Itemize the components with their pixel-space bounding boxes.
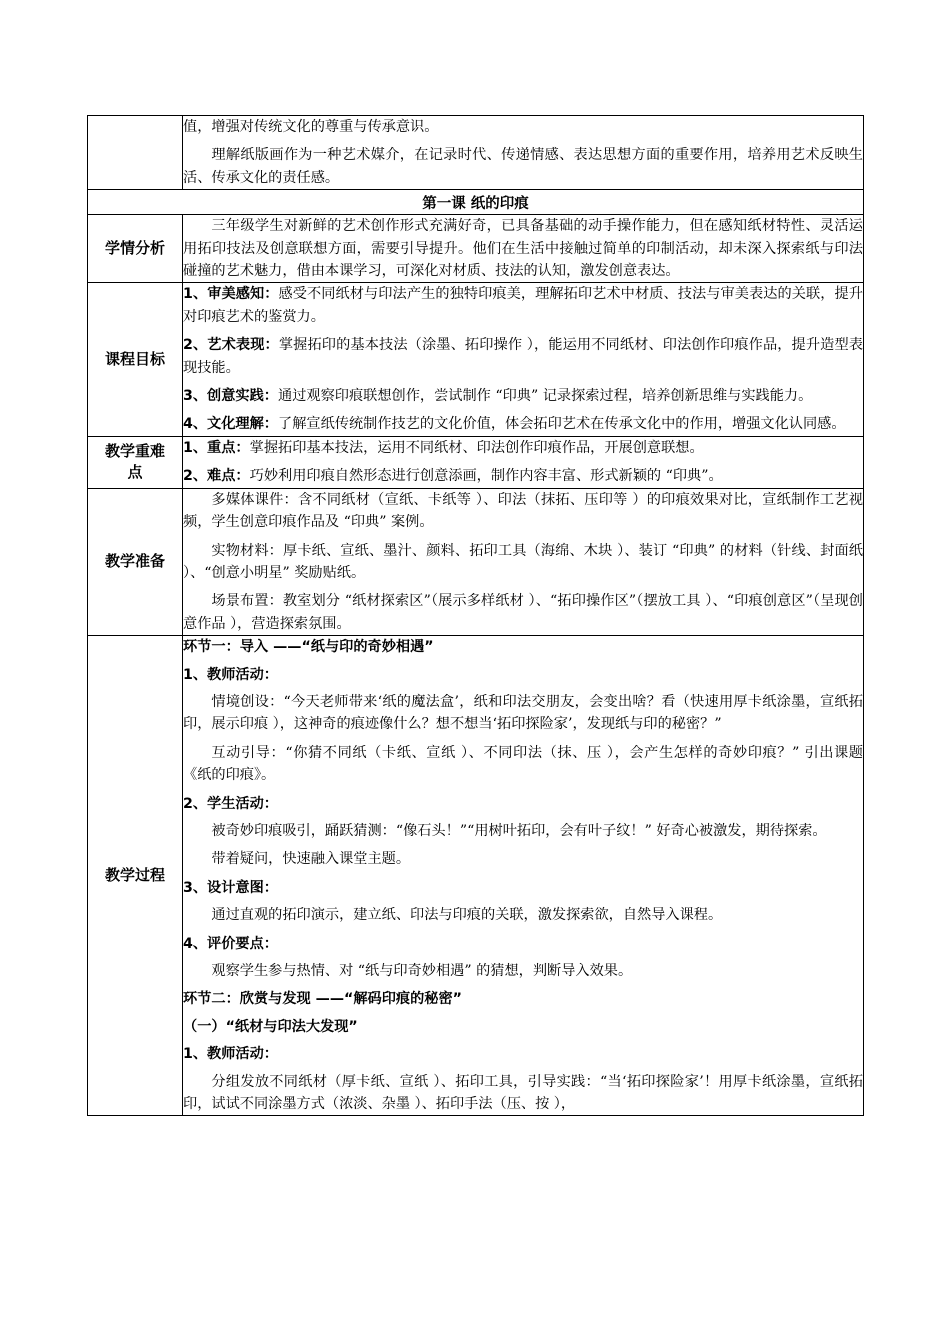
paragraph: 多媒体课件：含不同纸材（宣纸、卡纸等 ）、印法（抹拓、压印等 ）的印痕效果对比，宣纸制作工艺视频，学生创意印痕作品及 “印典” 案例。 xyxy=(183,491,863,531)
goal-item xyxy=(183,385,863,407)
row-label-process: 教学过程 xyxy=(88,636,183,1116)
paragraph: 互动引导：“你猜不同纸（卡纸、宣纸 ）、不同印法（抹、压 ），会产生怎样的奇妙印痕？” 引出课题《纸的印痕》。 xyxy=(183,744,863,784)
goal-head: 4、文化理解： xyxy=(183,416,278,433)
stage-title: 环节一：导入 ——“纸与印的奇妙相遇” xyxy=(183,639,434,656)
goal-text: 通过观察印痕联想创作，尝试制作 “印典” 记录探索过程，培养创新思维与实践能力。 xyxy=(278,388,813,405)
goals-cell xyxy=(183,283,864,436)
goal-head: 1、审美感知： xyxy=(183,286,279,303)
goal-head: 2、艺术表现： xyxy=(183,337,279,354)
sub-heading: （一）“纸材与印法大发现” xyxy=(183,1018,358,1035)
row-label-analysis: 学情分析 xyxy=(88,215,183,283)
stage-title: 环节二：欣赏与发现 ——“解码印痕的秘密” xyxy=(183,991,462,1008)
paragraph: 情境创设：“今天老师带来‘纸的魔法盒’，纸和印法交朋友，会变出啥？看（快速用厚卡纸涂墨，宣纸拓印，展示印痕 ），这神奇的痕迹像什么？想不想当‘拓印探险家’，发现纸与印的秘密？” xyxy=(183,693,863,733)
goal-item xyxy=(183,283,863,328)
prep-cell xyxy=(183,488,864,635)
table-row xyxy=(88,488,864,635)
empty-label-cell xyxy=(88,116,183,190)
row-label-goals: 课程目标 xyxy=(88,283,183,436)
process-cell xyxy=(183,636,864,1116)
goal-head: 3、创意实践： xyxy=(183,388,278,405)
row-label-prep: 教学准备 xyxy=(88,488,183,635)
paragraph: 值，增强对传统文化的尊重与传承意识。 xyxy=(183,119,439,135)
table-row xyxy=(88,436,864,488)
lesson-title: 第一课 纸的印痕 xyxy=(88,190,864,215)
paragraph: 理解纸版画作为一种艺术媒介，在记录时代、传递情感、表达思想方面的重要作用，培养用艺术反映生活、传承文化的责任感。 xyxy=(183,147,863,186)
table-row xyxy=(88,116,864,190)
step-heading: 4、评价要点： xyxy=(183,935,278,952)
goal-item xyxy=(183,334,863,379)
lesson-plan-table xyxy=(87,115,864,1116)
paragraph: 分组发放不同纸材（厚卡纸、宣纸 ）、拓印工具，引导实践：“当‘拓印探险家’！用厚卡纸涂墨，宣纸拓印，试试不同涂墨方式（浓淡、杂墨 ）、拓印手法（压、按 ）， xyxy=(183,1073,863,1113)
table-row xyxy=(88,283,864,436)
goal-text: 了解宣纸传统制作技艺的文化价值，体会拓印艺术在传承文化中的作用，增强文化认同感。 xyxy=(278,416,846,433)
step-heading: 1、教师活动： xyxy=(183,666,278,683)
goal-item xyxy=(183,413,863,435)
step-heading: 1、教师活动： xyxy=(183,1046,278,1063)
step-heading: 3、设计意图： xyxy=(183,879,278,896)
goal-text: 感受不同纸材与印法产生的独特印痕美，理解拓印艺术中材质、技法与审美表达的关联，提升对印痕艺术的鉴赏力。 xyxy=(183,286,863,325)
paragraph: 被奇妙印痕吸引，踊跃猜测：“像石头！”“用树叶拓印，会有叶子纹！” 好奇心被激发，期待探索。 xyxy=(211,822,827,839)
table-row xyxy=(88,190,864,215)
table-row xyxy=(88,636,864,1116)
label-line: 教学重难 xyxy=(104,442,165,461)
keypoint-head: 1、重点： xyxy=(183,439,250,456)
paragraph: 三年级学生对新鲜的艺术创作形式充满好奇，已具备基础的动手操作能力，但在感知纸材特性、灵活运用拓印技法及创意联想方面，需要引导提升。他们在生活中接触过简单的印制活动，却未深入探索纸与印法碰撞的艺术魅力，借由本课学习，可深化对材质、技法的认知，激发创意表达。 xyxy=(183,218,863,280)
goal-text: 掌握拓印的基本技法（涂墨、拓印操作 ），能运用不同纸材、印法创作印痕作品，提升造型表现技能。 xyxy=(183,337,863,376)
paragraph: 带着疑问，快速融入课堂主题。 xyxy=(211,851,411,868)
paragraph: 通过直观的拓印演示，建立纸、印法与印痕的关联，激发探索欲，自然导入课程。 xyxy=(211,907,723,924)
row-label-keypoints xyxy=(88,436,183,488)
top-continuation-cell xyxy=(183,116,864,190)
paragraph: 场景布置：教室划分 “纸材探索区”（展示多样纸材 ）、“拓印操作区”（摆放工具 ）、“印痕创意区”（呈现创意作品 ），营造探索氛围。 xyxy=(183,593,863,632)
label-line: 点 xyxy=(127,463,143,482)
analysis-cell xyxy=(183,215,864,283)
step-heading: 2、学生活动： xyxy=(183,795,278,812)
keypoint-item xyxy=(183,437,863,459)
paragraph: 观察学生参与热情、对 “纸与印奇妙相遇” 的猜想，判断导入效果。 xyxy=(211,963,633,979)
keypoint-text: 掌握拓印基本技法，运用不同纸材、印法创作印痕作品，开展创意联想。 xyxy=(249,439,704,456)
keypoint-item xyxy=(183,465,863,487)
keypoint-head: 2、难点： xyxy=(183,468,250,485)
paragraph: 实物材料：厚卡纸、宣纸、墨汁、颜料、拓印工具（海绵、木块 ）、装订 “印典” 的材料（针线、封面纸 ）、“创意小明星” 奖励贴纸。 xyxy=(183,542,863,581)
keypoints-cell xyxy=(183,436,864,488)
keypoint-text: 巧妙利用印痕自然形态进行创意添画，制作内容丰富、形式新颖的 “印典”。 xyxy=(249,468,723,485)
table-row xyxy=(88,215,864,283)
